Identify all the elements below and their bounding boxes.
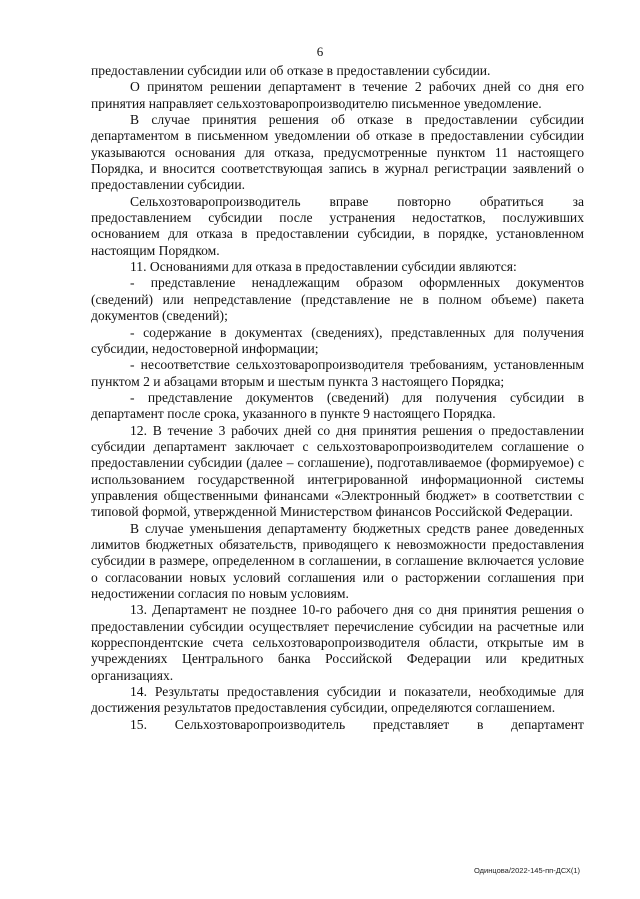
paragraph: предоставлении субсидии или об отказе в предоставлении субсидии. — [91, 63, 491, 78]
paragraph: 14. Результаты предоставления субсидии и показатели, необходимые для достижения результатов предоставления субсидии, определяются соглашением. — [91, 684, 584, 716]
paragraph: 12. В течение 3 рабочих дней со дня принятия решения о предоставлении субсидии департамент заключает с сельхозтоваропроизводителем соглашение о предоставлении субсидии (далее – соглашение), подготавливаемое (формируемое) с использованием государственной интегрированной информационной системы управления общественными финансами «Электронный бюджет» в соответствии с типовой формой, утвержденной Министерством финансов Российской Федерации. — [91, 422, 584, 520]
footer-document-code: Одинцова/2022-145-пп-ДСХ(1) — [474, 866, 580, 875]
paragraph: - несоответствие сельхозтоваропроизводителя требованиям, установленным пунктом 2 и абзацами вторым и шестым пункта 3 настоящего Порядка; — [91, 357, 584, 389]
paragraph: - представление ненадлежащим образом оформленных документов (сведений) или непредставление (представление не в полном объеме) пакета документов (сведений); — [91, 275, 584, 324]
document-body — [91, 63, 584, 733]
paragraph: - содержание в документах (сведениях), представленных для получения субсидии, недостоверной информации; — [91, 324, 584, 356]
paragraph: Сельхозтоваропроизводитель вправе повторно обратиться за предоставлением субсидии после устранения недостатков, послуживших основанием для отказа в предоставлении субсидии, в порядке, установленном настоящим Порядком. — [91, 193, 584, 258]
paragraph: 15. Сельхозтоваропроизводитель представляет в департамент — [130, 716, 584, 732]
page-number: 6 — [316, 44, 324, 59]
paragraph: О принятом решении департамент в течение 2 рабочих дней со дня его принятия направляет сельхозтоваропроизводителю письменное уведомление. — [91, 79, 584, 111]
paragraph: 11. Основаниями для отказа в предоставлении субсидии являются: — [130, 259, 517, 275]
paragraph: 13. Департамент не позднее 10-го рабочего дня со дня принятия решения о предоставлении субсидии осуществляет перечисление субсидии на расчетные или корреспондентские счета сельхозтоваропроизводителя области, открытые им в учреждениях Центрального банка Российской Федерации или кредитных организациях. — [91, 602, 584, 683]
paragraph: В случае принятия решения об отказе в предоставлении субсидии департаментом в письменном уведомлении об отказе в предоставлении субсидии указываются основания для отказа, предусмотренные пунктом 11 настоящего Порядка, и вносится соответствующая запись в журнал регистрации заявлений о предоставлении субсидии. — [91, 112, 584, 193]
paragraph: - представление документов (сведений) для получения субсидии в департамент после срока, указанного в пункте 9 настоящего Порядка. — [91, 389, 584, 422]
paragraph: В случае уменьшения департаменту бюджетных средств ранее доведенных лимитов бюджетных обязательств, приводящего к невозможности предоставления субсидии в размере, определенном в соглашении, в соглашение включается условие о согласовании новых условий соглашения или о расторжении соглашения при недостижении согласия по новым условиям. — [91, 520, 584, 601]
